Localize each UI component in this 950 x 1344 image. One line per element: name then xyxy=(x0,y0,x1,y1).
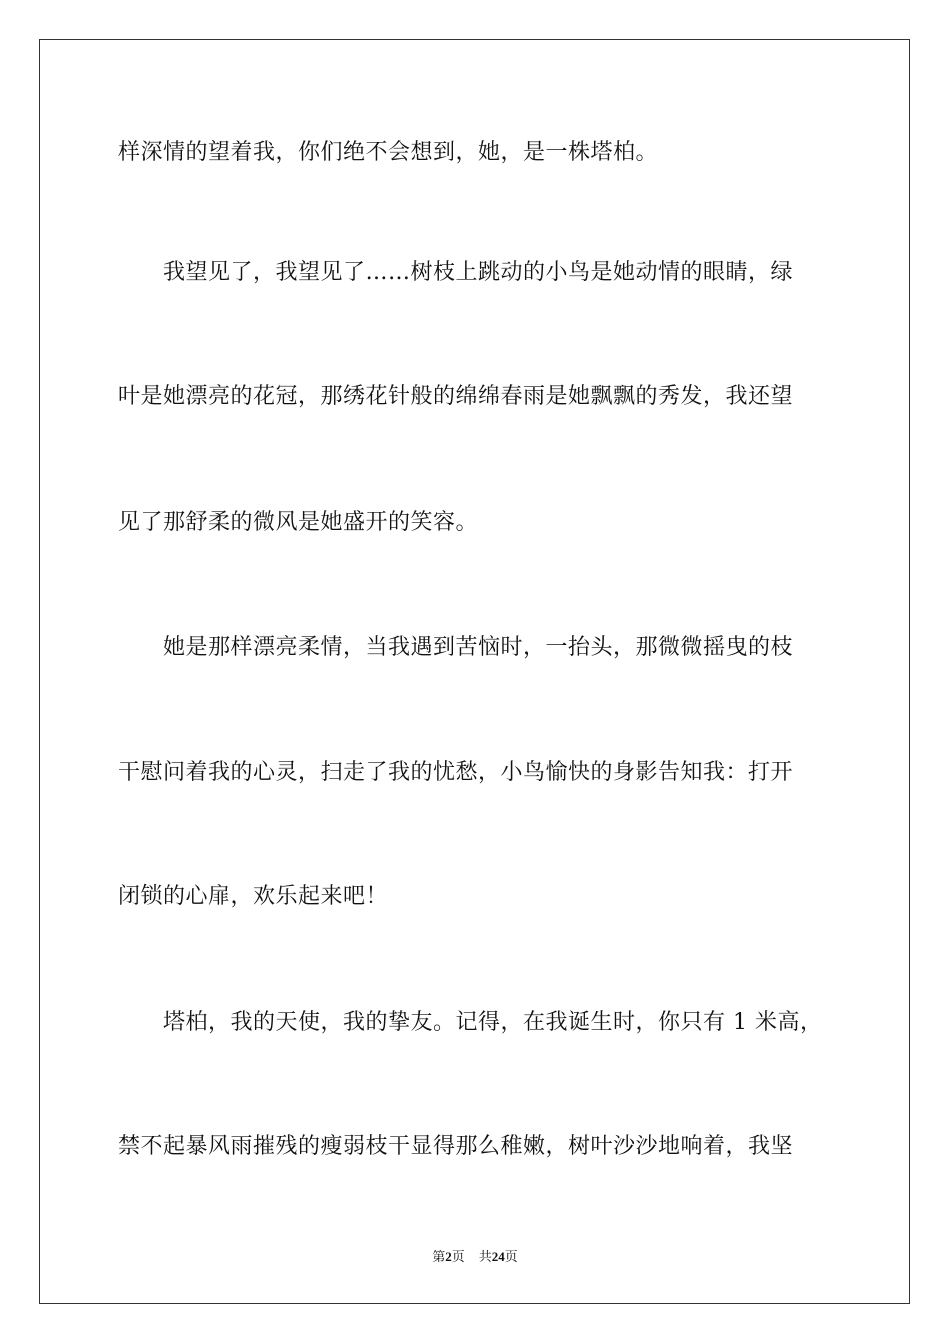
text-line-4: 见了那舒柔的微风是她盛开的笑容。 xyxy=(118,510,479,535)
total-prefix: 共 xyxy=(478,1250,492,1265)
page-footer xyxy=(0,1248,950,1267)
text-line-9: 禁不起暴风雨摧残的瘦弱枝干显得那么稚嫩，树叶沙沙地响着，我坚 xyxy=(118,1134,794,1159)
page-border xyxy=(39,39,910,1304)
text-line-1: 样深情的望着我，你们绝不会想到，她，是一株塔柏。 xyxy=(118,140,659,165)
text-line-3: 叶是她漂亮的花冠，那绣花针般的绵绵春雨是她飘飘的秀发，我还望 xyxy=(118,384,794,409)
text-line-8: 塔柏，我的天使，我的挚友。记得，在我诞生时，你只有 1 米高， xyxy=(163,1010,823,1035)
page-suffix: 页 xyxy=(451,1250,465,1265)
text-line-5: 她是那样漂亮柔情，当我遇到苦恼时，一抬头，那微微摇曳的枝 xyxy=(163,635,794,660)
total-pages: 24 xyxy=(491,1249,505,1264)
page-prefix: 第 xyxy=(432,1250,446,1265)
total-suffix: 页 xyxy=(504,1250,518,1265)
text-line-6: 干慰问着我的心灵，扫走了我的忧愁，小鸟愉快的身影告知我：打开 xyxy=(118,760,794,785)
page-number: 2 xyxy=(445,1249,452,1264)
text-line-7: 闭锁的心扉，欢乐起来吧！ xyxy=(118,884,389,909)
text-line-2: 我望见了，我望见了……树枝上跳动的小鸟是她动情的眼睛，绿 xyxy=(163,260,794,285)
